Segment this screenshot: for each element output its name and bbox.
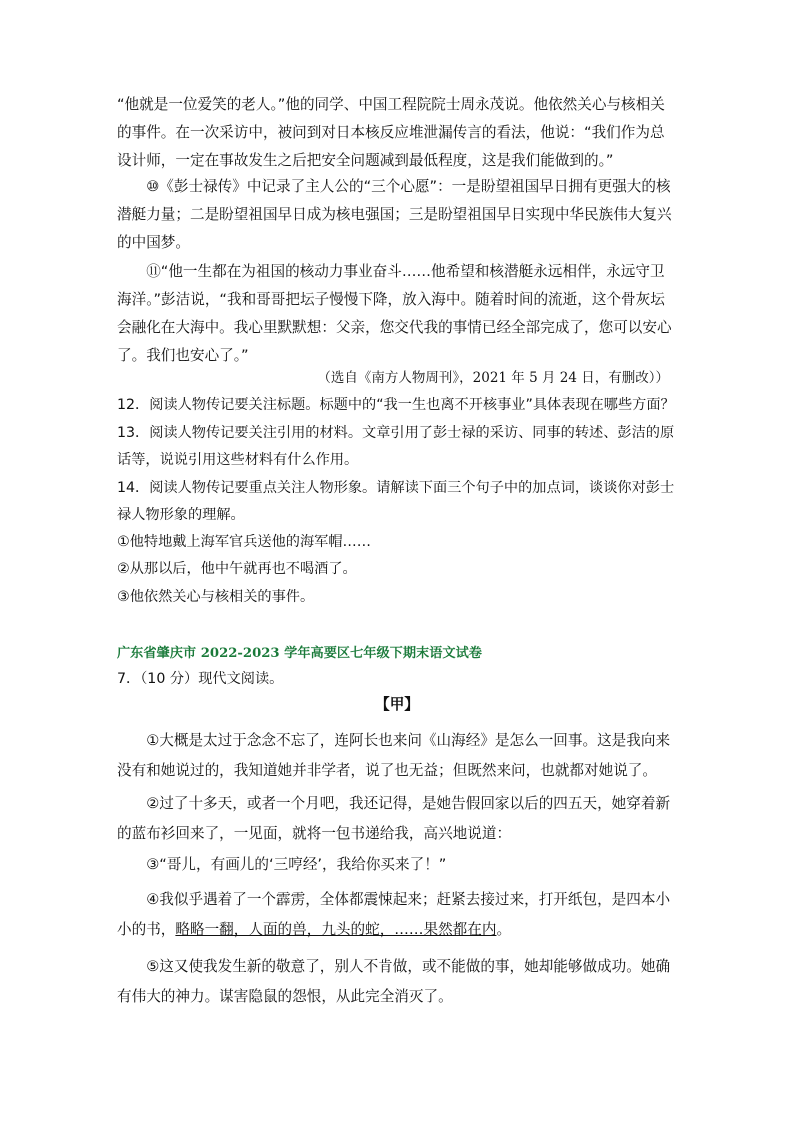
- question-12: 12．阅读人物传记要关注标题。标题中的“我一生也离不开核事业”具体表现在哪些方面？: [117, 397, 675, 413]
- reading-paragraph-3: ③“哥儿，有画儿的‘三哼经’，我给你买来了！”: [146, 856, 447, 873]
- reading-paragraph-5: ⑤这又使我发生新的敬意了，别人不肯做，或不能做的事，她却能够做成功。她确有伟大的神力。谋害隐鼠的怨恨，从此完全消灭了。: [117, 958, 671, 1005]
- source-citation: （选自《南方人物周刊》，2021 年 5 月 24 日，有删改））: [317, 370, 669, 386]
- task-7-heading: 7．（10 分）现代文阅读。: [117, 671, 284, 687]
- bio-paragraph-10: ⑩《彭士禄传》中记录了主人公的“三个心愿”：一是盼望祖国早日拥有更强大的核潜艇力量；二是盼望祖国早日成为核电强国；三是盼望祖国早日实现中华民族伟大复兴的中国梦。: [117, 178, 672, 251]
- bio-paragraph-9: “他就是一位爱笑的老人。”他的同学、中国工程院院士周永茂说。他依然关心与核相关的事件。在一次采访中，被问到对日本核反应堆泄漏传言的看法，他说：“我们作为总设计师，一定在事故发生之后把安全问题减到最低程度，这是我们能做到的。”: [117, 96, 665, 169]
- sentence-1: ①他特地戴上海军官兵送他的海军帽……: [117, 534, 371, 550]
- underlined-phrase: 略略一翻，人面的兽，九头的蛇，……果然都在内: [175, 921, 497, 938]
- reading-paragraph-4-end: 。: [496, 921, 512, 938]
- reading-paragraph-4: [117, 885, 677, 945]
- reading-paragraph-1: ①大概是太过于念念不忘了，连阿长也来问《山海经》是怎么一回事。这是我向来没有和她说过的，我知道她并非学者，说了也无益；但既然来问，也就都对她说了。: [117, 732, 671, 779]
- passage-jia-label: 【甲】: [375, 696, 419, 713]
- reading-paragraph-4-text: ④我似乎遇着了一个霹雳，全体都震悚起来；赶紧去接过来，打开纸包，是四本小小的书，: [117, 891, 671, 938]
- section-title: 广东省肇庆市 2022-2023 学年高要区七年级下期末语文试卷: [117, 646, 482, 661]
- question-14: 14．阅读人物传记要重点关注人物形象。请解读下面三个句子中的加点词，谈谈你对彭士禄人物形象的理解。: [117, 480, 675, 523]
- reading-paragraph-2: ②过了十多天，或者一个月吧，我还记得，是她告假回家以后的四五天，她穿着新的蓝布衫回来了，一见面，就将一包书递给我，高兴地说道：: [117, 795, 671, 842]
- sentence-3: ③他依然关心与核相关的事件。: [117, 589, 315, 605]
- bio-paragraph-11: ⑪“他一生都在为祖国的核动力事业奋斗……他希望和核潜艇永远相伴，永远守卫海洋。”彭洁说，“我和哥哥把坛子慢慢下降，放入海中。随着时间的流逝，这个骨灰坛会融化在大海中。我心里默默想：父亲，您交代我的事情已经全部完成了，您可以安心了。我们也安心了。”: [117, 263, 672, 364]
- sentence-2: ②从那以后，他中午就再也不喝酒了。: [117, 561, 357, 577]
- question-13: 13．阅读人物传记要关注引用的材料。文章引用了彭士禄的采访、同事的转述、彭洁的原话等，说说引用这些材料有什么作用。: [117, 425, 675, 468]
